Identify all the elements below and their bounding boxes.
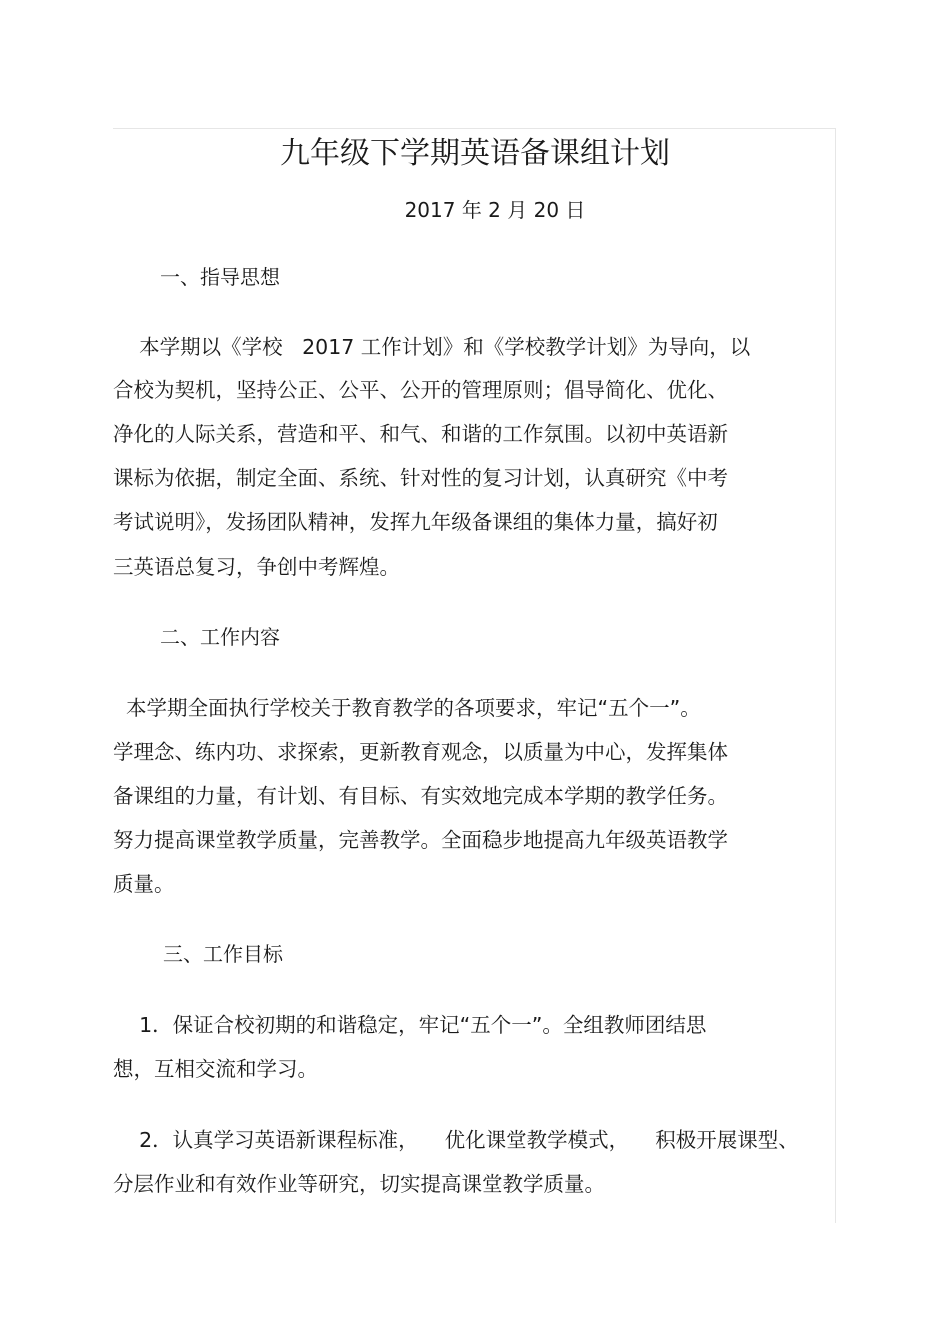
section-heading-guiding-ideology: 一、指导思想: [160, 265, 280, 289]
page-border-right: [835, 128, 836, 1223]
document-title: 九年级下学期英语备课组计划: [280, 136, 670, 171]
paragraph-line: 1．保证合校初期的和谐稳定，牢记“五个一”。全组教师团结思: [113, 1013, 707, 1037]
paragraph-line: 课标为依据，制定全面、系统、针对性的复习计划，认真研究《中考: [113, 466, 728, 490]
document-date: 2017 年 2 月 20 日: [404, 198, 586, 222]
paragraph-line: 备课组的力量，有计划、有目标、有实效地完成本学期的教学任务。: [113, 784, 728, 808]
paragraph-line: 合校为契机，坚持公正、公平、公开的管理原则；倡导简化、优化、: [113, 378, 728, 402]
section-heading-work-content: 二、工作内容: [160, 625, 280, 649]
paragraph-line: 质量。: [113, 872, 175, 896]
paragraph-line: 学理念、练内功、求探索，更新教育观念，以质量为中心，发挥集体: [113, 740, 728, 764]
section-heading-work-goals: 三、工作目标: [163, 942, 283, 966]
paragraph-line: 2．认真学习英语新课程标准， 优化课堂教学模式， 积极开展课型、: [113, 1128, 799, 1152]
page-border-top: [113, 128, 835, 129]
paragraph-line: 考试说明》，发扬团队精神，发挥九年级备课组的集体力量，搞好初: [113, 510, 718, 534]
paragraph-line: 分层作业和有效作业等研究，切实提高课堂教学质量。: [113, 1172, 605, 1196]
paragraph-line: 净化的人际关系，营造和平、和气、和谐的工作氛围。以初中英语新: [113, 422, 728, 446]
paragraph-line: 本学期以《学校 2017 工作计划》和《学校教学计划》为导向，以: [113, 335, 751, 359]
paragraph-line: 三英语总复习，争创中考辉煌。: [113, 555, 400, 579]
paragraph-line: 努力提高课堂教学质量，完善教学。全面稳步地提高九年级英语教学: [113, 828, 728, 852]
paragraph-line: 想，互相交流和学习。: [113, 1057, 318, 1081]
paragraph-line: 本学期全面执行学校关于教育教学的各项要求，牢记“五个一”。: [113, 696, 701, 720]
